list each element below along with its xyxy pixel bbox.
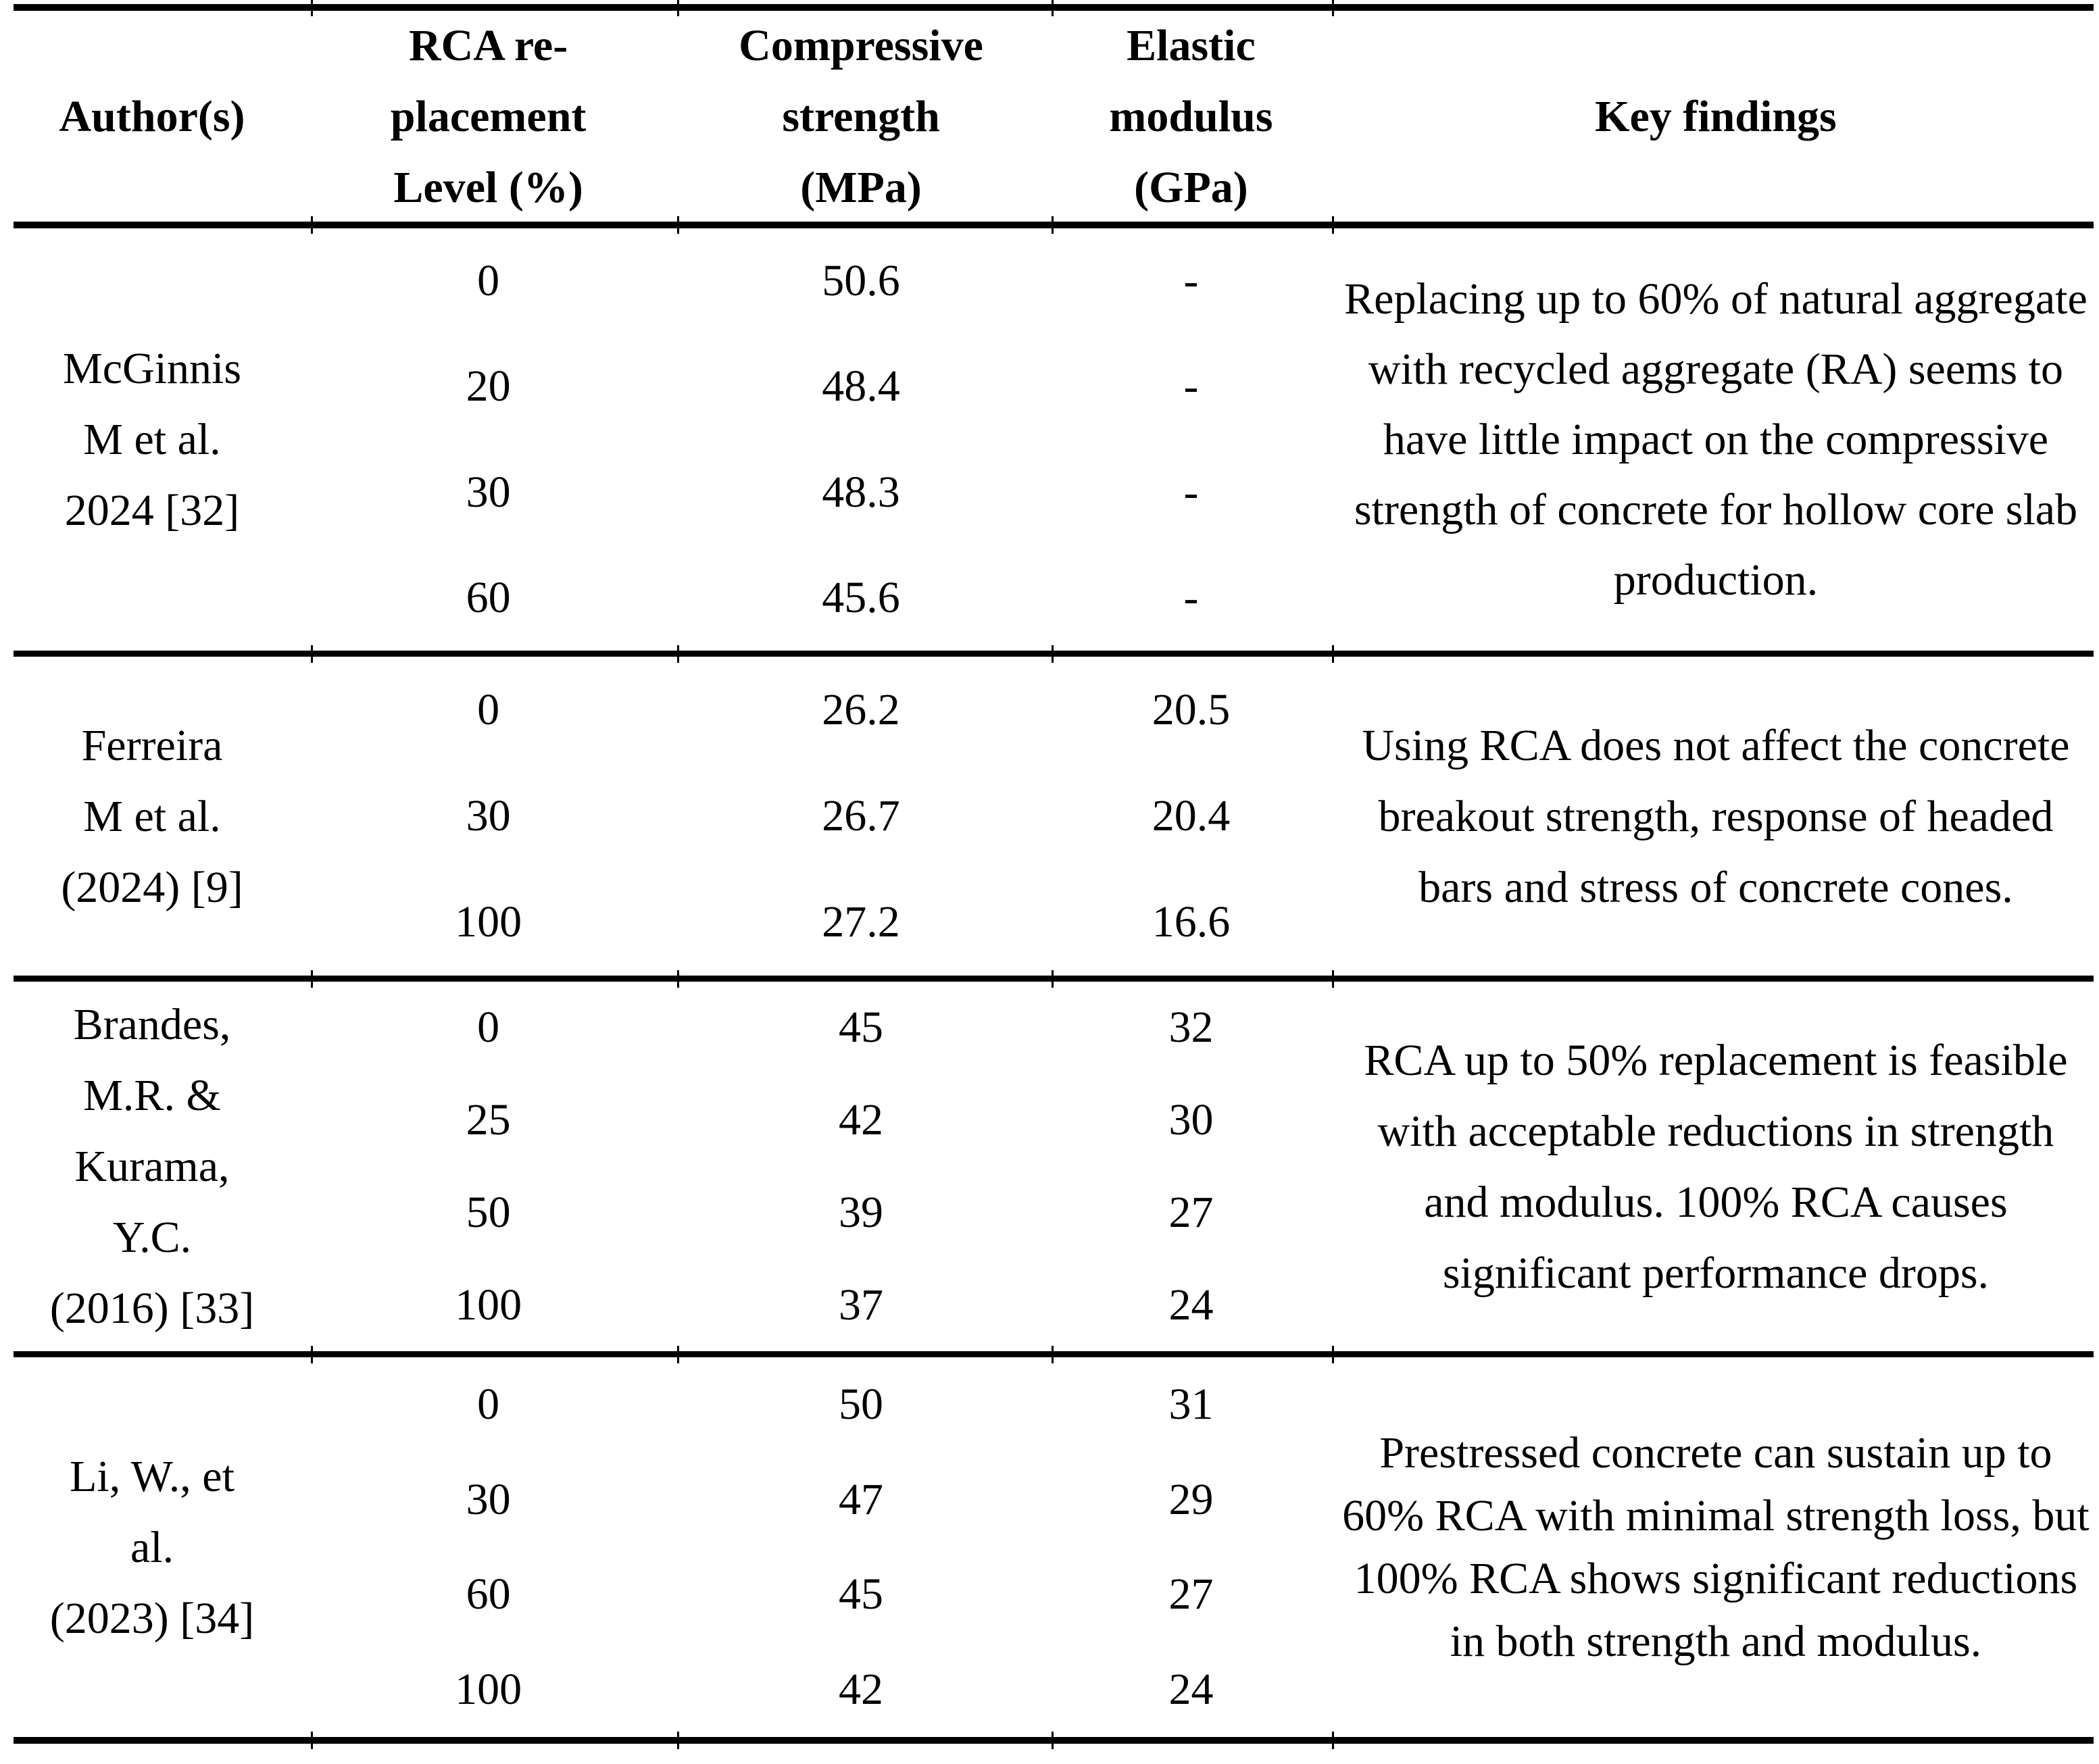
column-divider-tick [1332,645,1334,663]
column-divider-tick [311,0,313,16]
compressive-strength-cell: 50 47 45 42 [839,1380,884,1714]
header-key-findings-label: Key findings [1595,91,1837,141]
column-divider-tick [677,0,679,16]
column-divider-tick [677,970,679,988]
table-row-li [0,1357,2099,1737]
rca-level-cell: 0 30 100 [455,684,522,947]
column-divider-tick [311,1346,313,1363]
elastic-modulus-cell: 20.5 20.4 16.6 [1152,684,1231,947]
rca-level-cell: 0 25 50 100 [455,1003,522,1330]
key-findings-cell: RCA up to 50% replacement is feasible with acceptable reductions in strength and modulus. 100% RCA causes significant performance drops. [1364,1035,2068,1298]
table-row-brandes-kurama [0,982,2099,1351]
table-top-border [14,4,2094,11]
table-row-mcginnis [0,228,2099,651]
column-divider-tick [1332,216,1334,234]
author-cell: Brandes, M.R. & Kurama, Y.C. (2016) [33] [49,1000,255,1333]
key-findings-cell: Replacing up to 60% of natural aggregate with recycled aggregate (RA) seems to have little impact on the compressive strength of concrete for hollow core slab production. [1344,274,2088,605]
column-divider-tick [1052,645,1054,663]
column-divider-tick [677,1732,679,1749]
author-cell: Li, W., et al. (2023) [34] [49,1451,255,1643]
header-rca-replacement-level: RCA re- placement Level (%) [390,20,587,212]
column-divider-tick [677,1346,679,1363]
header-authors [0,11,304,222]
table-bottom-border [14,1737,2094,1744]
compressive-strength-cell: 45 42 39 37 [839,1003,884,1330]
key-findings-cell: Prestressed concrete can sustain up to 60% RCA with minimal strength loss, but 100% RCA shows significant reductions in both strength and modulus. [1342,1428,2090,1666]
column-divider-tick [1052,970,1054,988]
header-elastic-modulus: Elastic modulus (GPa) [1109,20,1273,212]
group-separator [14,1351,2094,1357]
elastic-modulus-cell: - - - - [1183,256,1199,622]
elastic-modulus-cell: 32 30 27 24 [1168,1003,1214,1330]
group-separator [14,976,2094,982]
author-cell: McGinnis M et al. 2024 [32] [63,344,242,535]
author-cell: Ferreira M et al. (2024) [9] [61,720,243,912]
column-divider-tick [677,645,679,663]
rca-level-cell: 0 20 30 60 [466,256,511,622]
compressive-strength-cell: 50.6 48.4 48.3 45.6 [822,256,900,622]
column-divider-tick [1332,1346,1334,1363]
column-divider-tick [311,970,313,988]
column-divider-tick [677,216,679,234]
compressive-strength-cell: 26.2 26.7 27.2 [822,684,900,947]
header-authors-label: Author(s) [59,91,245,141]
column-divider-tick [1052,1732,1054,1749]
key-findings-cell: Using RCA does not affect the concrete breakout strength, response of headed bars and stress of concrete cones. [1362,720,2070,912]
group-separator [14,651,2094,657]
column-divider-tick [1052,0,1054,16]
elastic-modulus-cell: 31 29 27 24 [1168,1380,1214,1714]
column-divider-tick [1332,970,1334,988]
column-divider-tick [1332,1732,1334,1749]
table-header-row [0,11,2099,222]
column-divider-tick [311,216,313,234]
column-divider-tick [1052,216,1054,234]
table-row-ferreira [0,657,2099,976]
header-compressive-strength: Compressive strength (MPa) [739,20,983,212]
rca-level-cell: 0 30 60 100 [455,1380,522,1714]
column-divider-tick [311,1732,313,1749]
column-divider-tick [1332,0,1334,16]
header-key-findings [1333,11,2099,222]
column-divider-tick [1052,1346,1054,1363]
header-separator [14,222,2094,228]
column-divider-tick [311,645,313,663]
